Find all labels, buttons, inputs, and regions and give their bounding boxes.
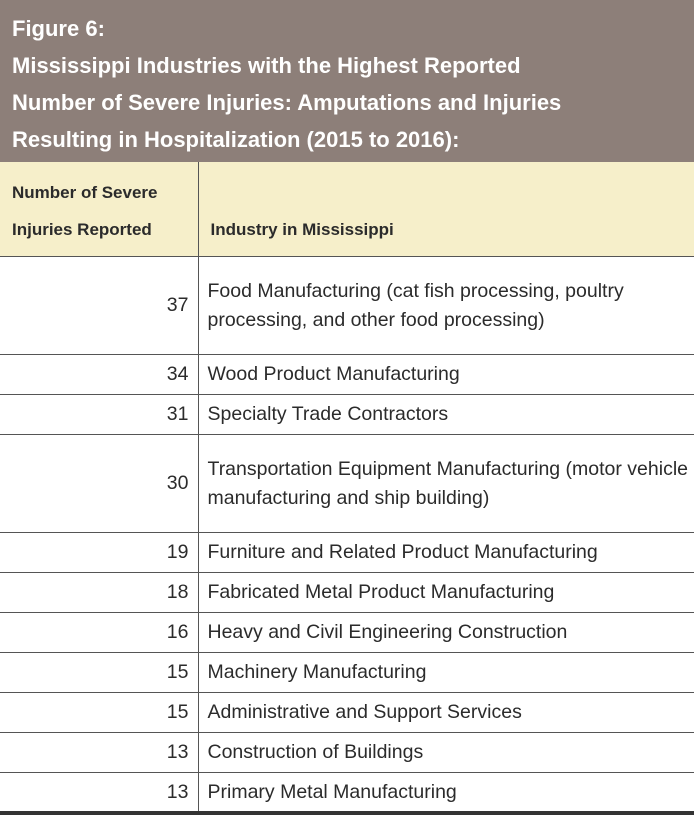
injury-count-cell: 16 (0, 613, 198, 653)
table-row (0, 435, 694, 533)
industry-cell: Transportation Equipment Manufacturing (motor vehicle manufacturing and ship building) (198, 435, 694, 533)
injury-count-cell: 15 (0, 693, 198, 733)
industry-cell: Food Manufacturing (cat fish processing, poultry processing, and other food processing) (198, 257, 694, 355)
header-industry-label: Industry in Mississippi (210, 220, 394, 239)
table-row (0, 395, 694, 435)
injury-count-cell: 13 (0, 733, 198, 773)
header-injury-count (0, 162, 198, 257)
injury-count-cell: 18 (0, 573, 198, 613)
industry-cell: Administrative and Support Services (198, 693, 694, 733)
industry-cell: Wood Product Manufacturing (198, 355, 694, 395)
industry-cell: Furniture and Related Product Manufacturing (198, 533, 694, 573)
table-row (0, 613, 694, 653)
industry-cell: Fabricated Metal Product Manufacturing (198, 573, 694, 613)
header-industry (198, 162, 694, 257)
injury-count-cell: 13 (0, 773, 198, 814)
industry-cell: Machinery Manufacturing (198, 653, 694, 693)
injury-count-cell: 30 (0, 435, 198, 533)
table-row (0, 733, 694, 773)
header-injury-count-line-1: Number of Severe (12, 183, 158, 202)
table-row (0, 693, 694, 733)
industry-cell: Specialty Trade Contractors (198, 395, 694, 435)
injury-count-cell: 37 (0, 257, 198, 355)
table-row (0, 773, 694, 814)
injury-count-cell: 34 (0, 355, 198, 395)
injury-count-cell: 19 (0, 533, 198, 573)
figure-title-line-3: Resulting in Hospitalization (2015 to 2016): (12, 127, 460, 152)
industry-cell: Construction of Buildings (198, 733, 694, 773)
table-row (0, 653, 694, 693)
industry-cell: Heavy and Civil Engineering Construction (198, 613, 694, 653)
figure-title-line-2: Number of Severe Injuries: Amputations and Injuries (12, 90, 562, 115)
table-header-row (0, 162, 694, 257)
figure-title-line-1: Mississippi Industries with the Highest Reported (12, 53, 521, 78)
table-row (0, 533, 694, 573)
table-row (0, 355, 694, 395)
injury-count-cell: 31 (0, 395, 198, 435)
injuries-table (0, 162, 694, 815)
table-row (0, 573, 694, 613)
injury-count-cell: 15 (0, 653, 198, 693)
figure-header (0, 0, 694, 162)
industry-cell: Primary Metal Manufacturing (198, 773, 694, 814)
table-row (0, 257, 694, 355)
figure-label: Figure 6: (12, 16, 105, 41)
header-injury-count-line-2: Injuries Reported (12, 220, 152, 239)
